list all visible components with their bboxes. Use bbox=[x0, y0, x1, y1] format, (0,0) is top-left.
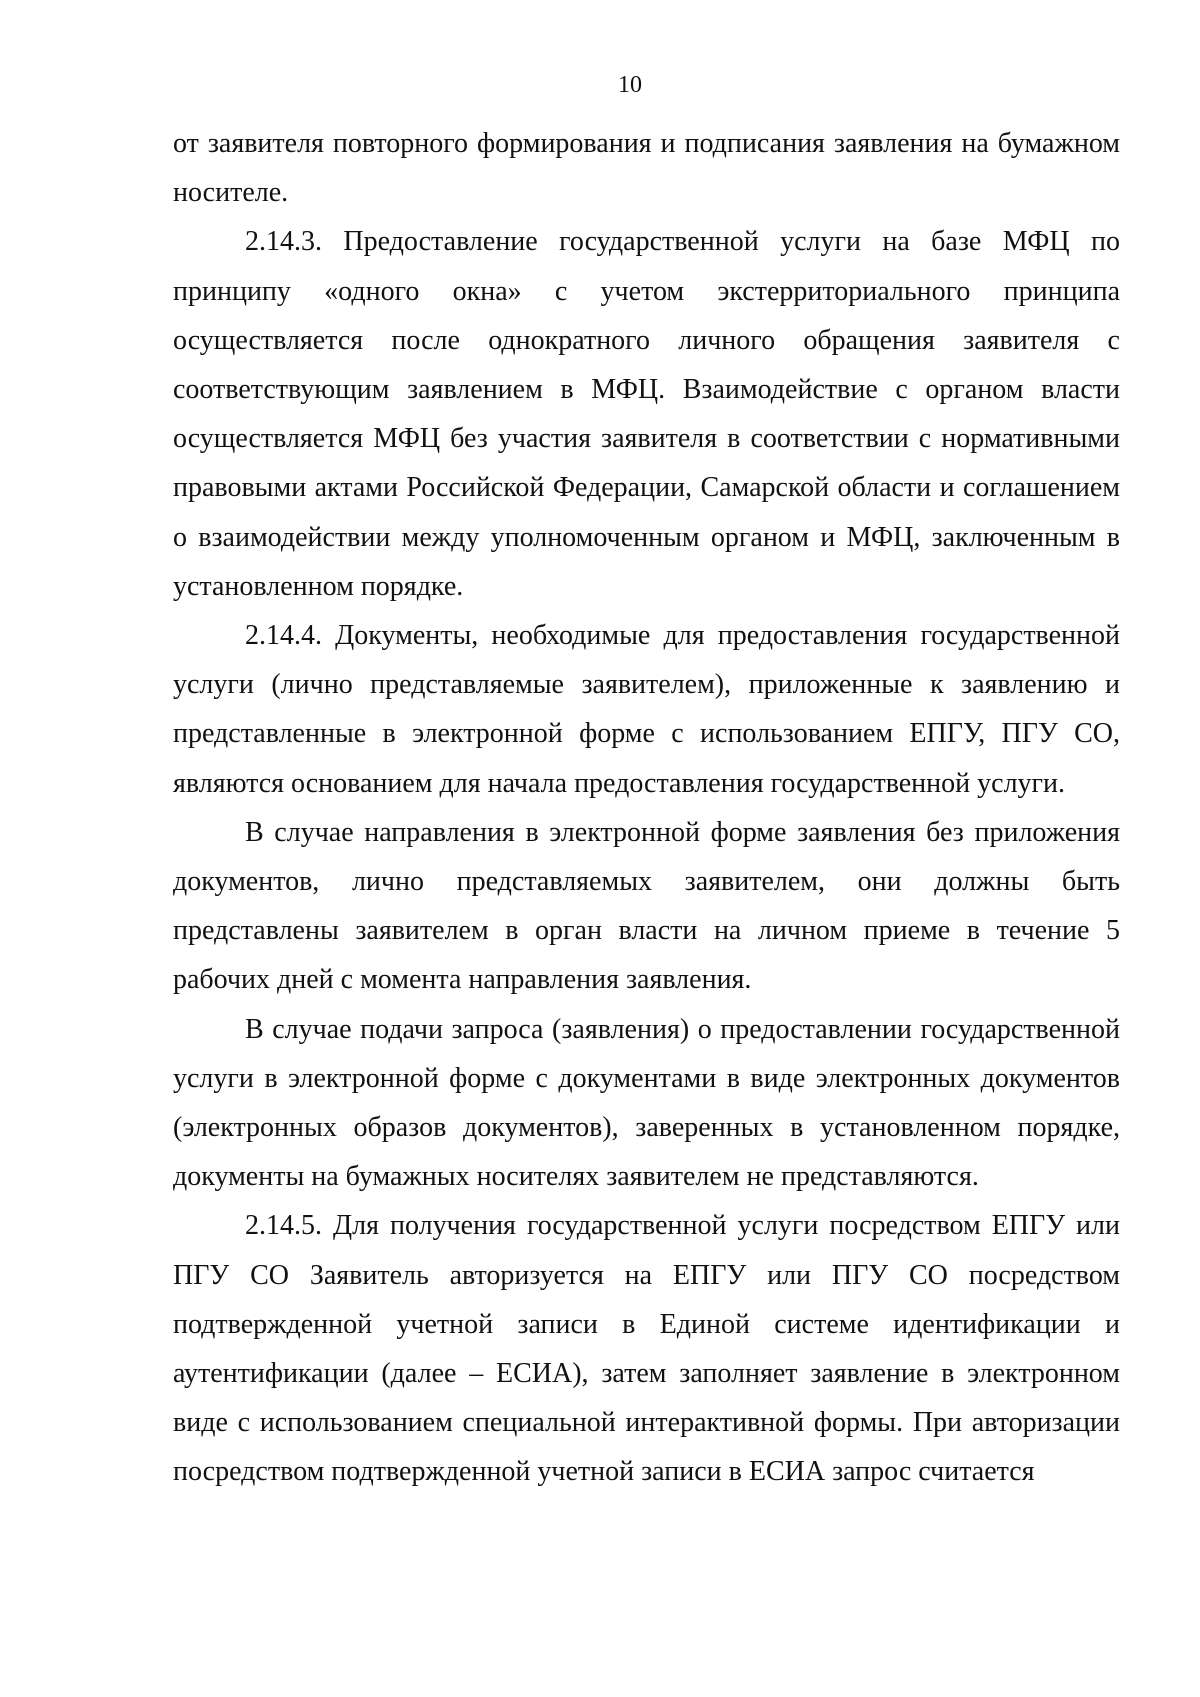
body-text bbox=[173, 119, 1120, 1497]
paragraph-electronic-without-documents: В случае направления в электронной форме заявления без приложения документов, лично представляемых заявителем, они должны быть представлены заявителем в орган власти на личном приеме в течение 5 рабочих дней с момента направления заявления. bbox=[173, 816, 1120, 996]
paragraph-2-14-4: 2.14.4. Документы, необходимые для предоставления государственной услуги (лично представляемые заявителем), приложенные к заявлению и представленные в электронной форме с использованием ЕПГУ, ПГУ СО, являются основанием для начала предоставления государственной услуги. bbox=[173, 620, 1120, 799]
paragraph-2-14-5: 2.14.5. Для получения государственной услуги посредством ЕПГУ или ПГУ СО Заявитель авторизуется на ЕПГУ или ПГУ СО посредством подтвержденной учетной записи в Единой системе идентификации и аутентификации (далее – ЕСИА), затем заполняет заявление в электронном виде с использованием специальной интерактивной формы. При авторизации посредством подтвержденной учетной записи в ЕСИА запрос считается bbox=[173, 1210, 1120, 1488]
paragraph-continuation: от заявителя повторного формирования и подписания заявления на бумажном носителе. bbox=[173, 128, 1120, 209]
paragraph-2-14-3: 2.14.3. Предоставление государственной услуги на базе МФЦ по принципу «одного окна» с учетом экстерриториального принципа осуществляется после однократного личного обращения заявителя с соответствующим заявлением в МФЦ. Взаимодействие с органом власти осуществляется МФЦ без участия заявителя в соответствии с нормативными правовыми актами Российской Федерации, Самарской области и соглашением о взаимодействии между уполномоченным органом и МФЦ, заключенным в установленном порядке. bbox=[173, 226, 1120, 602]
paragraph-electronic-with-documents: В случае подачи запроса (заявления) о предоставлении государственной услуги в электронной форме с документами в виде электронных документов (электронных образов документов), заверенных в установленном порядке, документы на бумажных носителях заявителем не представляются. bbox=[173, 1013, 1120, 1193]
page-number: 10 bbox=[618, 72, 642, 98]
